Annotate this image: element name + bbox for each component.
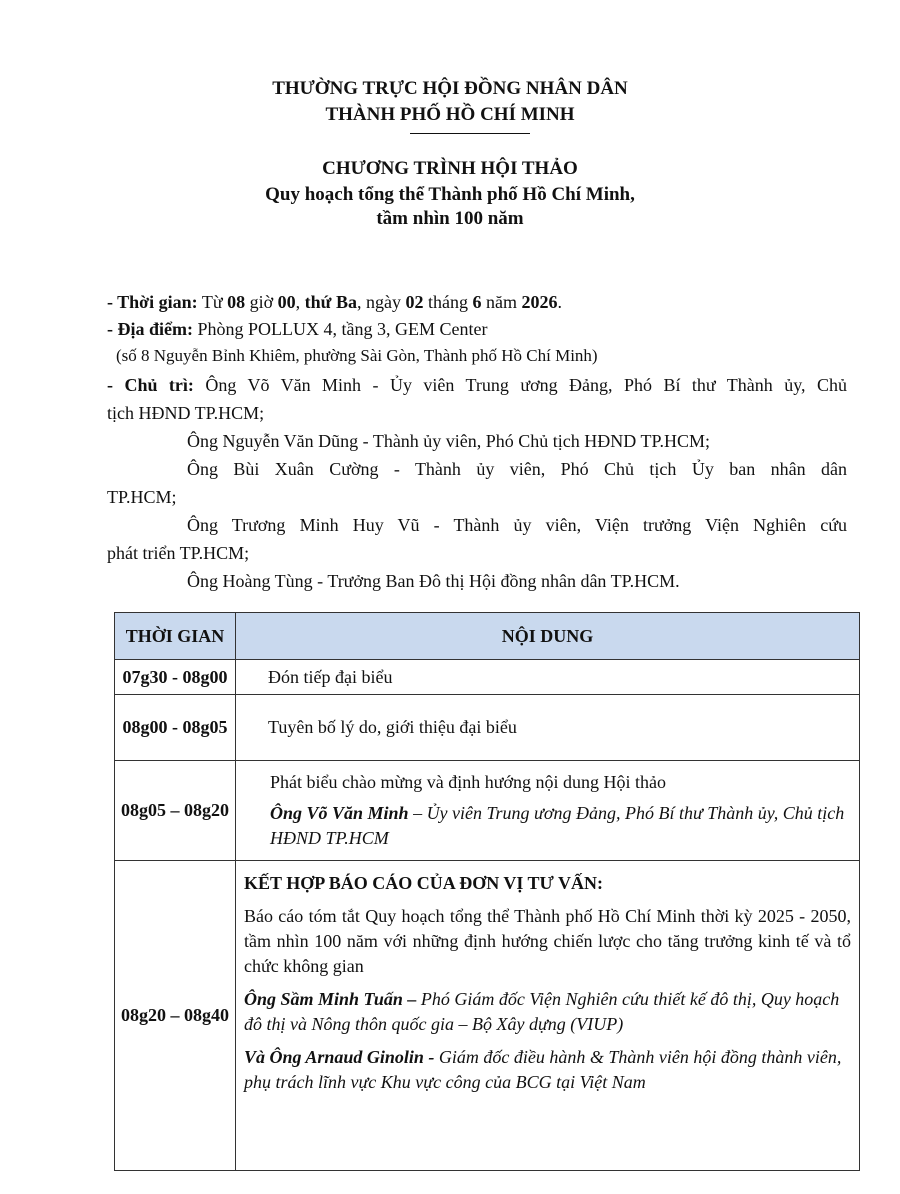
speaker-name: Ông Sầm Minh Tuấn – — [244, 989, 417, 1009]
chair-1-cont: tịch HĐND TP.HCM; — [107, 403, 265, 423]
time-minute: 00 — [277, 292, 296, 312]
speaker-role: Giám đốc điều hành & Thành viên hội đồng thành viên, phụ trách lĩnh vực Khu vực công của BCG tại Việt Nam — [244, 1047, 842, 1092]
table-row — [115, 695, 860, 761]
report-summary: Báo cáo tóm tắt Quy hoạch tổng thể Thành phố Hồ Chí Minh thời kỳ 2025 - 2050, tầm nhìn 100 năm với những định hướng chiến lược cho tăng trưởng kinh tế và tổ chức không gian — [244, 906, 851, 976]
speaker-block — [244, 1045, 851, 1095]
time-text: , — [295, 292, 305, 312]
place-address: (số 8 Nguyễn Bỉnh Khiêm, phường Sài Gòn, Thành phố Hồ Chí Minh) — [116, 346, 598, 365]
row-content: Đón tiếp đại biểu — [236, 660, 860, 695]
speaker-name: Ông Võ Văn Minh — [270, 803, 409, 823]
chair-line-1 — [107, 372, 847, 398]
time-hour: 08 — [227, 292, 246, 312]
speaker-role: Phó Giám đốc Viện Nghiên cứu thiết kế đô thị, Quy hoạch đô thị và Nông thôn quốc gia – Bộ Xây dựng (VIUP) — [244, 989, 840, 1034]
chair-2: Ông Nguyễn Văn Dũng - Thành ủy viên, Phó Chủ tịch HĐND TP.HCM; — [187, 431, 710, 451]
row-time: 08g05 – 08g20 — [115, 761, 236, 861]
speaker-block — [270, 801, 851, 851]
col-header-content: NỘI DUNG — [236, 613, 860, 660]
time-year: 2026 — [521, 292, 558, 312]
row-time: 07g30 - 08g00 — [115, 660, 236, 695]
speaker-block — [244, 987, 851, 1037]
table-row — [115, 761, 860, 861]
chair-3-cont: TP.HCM; — [107, 487, 177, 507]
issuer-line-2: THÀNH PHỐ HỒ CHÍ MINH — [325, 104, 575, 125]
program-title: CHƯƠNG TRÌNH HỘI THẢO — [322, 158, 578, 179]
agenda-table — [114, 612, 860, 1171]
time-text: giờ — [245, 292, 278, 312]
time-text: , ngày — [356, 292, 406, 312]
row-content — [236, 761, 860, 861]
chair-1: Ông Võ Văn Minh - Ủy viên Trung ương Đảng, Phó Bí thư Thành ủy, Chủ — [193, 375, 848, 395]
time-text: tháng — [423, 292, 473, 312]
place-value: Phòng POLLUX 4, tầng 3, GEM Center — [192, 319, 488, 339]
time-text: năm — [481, 292, 522, 312]
row-content — [236, 861, 860, 1171]
table-header-row — [115, 613, 860, 660]
chair-label: - Chủ trì: — [107, 375, 194, 395]
place-line — [107, 316, 847, 342]
chair-5: Ông Hoàng Tùng - Trưởng Ban Đô thị Hội đồng nhân dân TP.HCM. — [187, 571, 680, 591]
place-label: - Địa điểm: — [107, 319, 193, 339]
header-divider — [410, 133, 530, 134]
row-time: 08g20 – 08g40 — [115, 861, 236, 1171]
col-header-time: THỜI GIAN — [115, 613, 236, 660]
row-time: 08g00 - 08g05 — [115, 695, 236, 761]
time-label: - Thời gian: — [107, 292, 198, 312]
program-subtitle-2: tầm nhìn 100 năm — [376, 208, 524, 229]
chair-4-cont: phát triển TP.HCM; — [107, 543, 250, 563]
table-row — [115, 861, 860, 1171]
welcome-speech: Phát biểu chào mừng và định hướng nội dung Hội thảo — [270, 772, 666, 792]
speaker-role: – Ủy viên Trung ương Đảng, Phó Bí thư Thành ủy, Chủ tịch HĐND TP.HCM — [270, 803, 845, 848]
time-text: Từ — [197, 292, 228, 312]
program-subtitle-1: Quy hoạch tổng thể Thành phố Hồ Chí Minh, — [265, 184, 635, 205]
speaker-name: Và Ông Arnaud Ginolin - — [244, 1047, 435, 1067]
time-weekday: thứ Ba — [304, 292, 357, 312]
time-month: 6 — [472, 292, 482, 312]
row-content: Tuyên bố lý do, giới thiệu đại biểu — [236, 695, 860, 761]
time-line — [107, 289, 847, 315]
consultant-heading: KẾT HỢP BÁO CÁO CỦA ĐƠN VỊ TƯ VẤN: — [244, 873, 604, 893]
time-day: 02 — [405, 292, 424, 312]
chair-4: Ông Trương Minh Huy Vũ - Thành ủy viên, Viện trưởng Viện Nghiên cứu — [187, 515, 847, 535]
table-row — [115, 660, 860, 695]
chair-3: Ông Bùi Xuân Cường - Thành ủy viên, Phó Chủ tịch Ủy ban nhân dân — [187, 459, 847, 479]
time-text: . — [557, 292, 562, 312]
issuer-line-1: THƯỜNG TRỰC HỘI ĐỒNG NHÂN DÂN — [272, 78, 628, 99]
